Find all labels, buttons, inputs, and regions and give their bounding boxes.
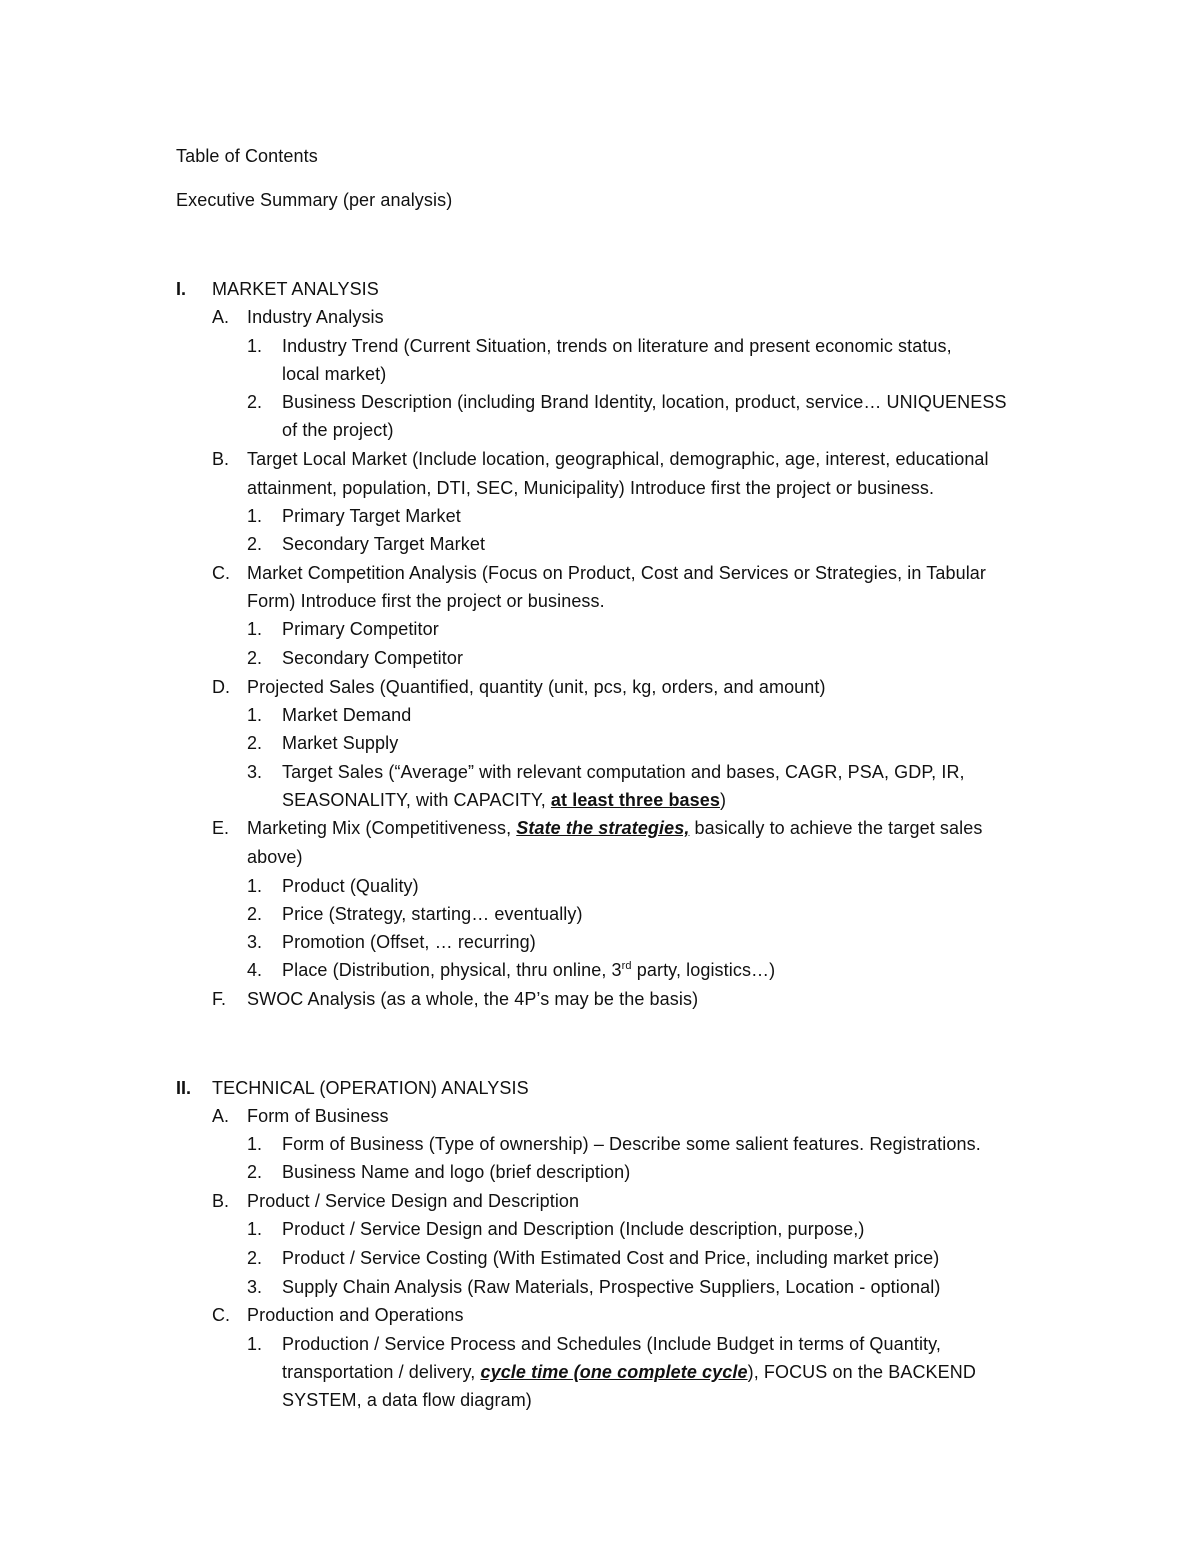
list-item-marker: 1. [247,619,263,639]
list-item-text-continued [282,788,726,812]
section-1c-text: Market Competition Analysis (Focus on Product, Cost and Services or Strategies, in Tabular [247,563,987,583]
list-item-marker: 1. [247,1134,263,1154]
text-run: Place (Distribution, physical, thru online, 3 [282,960,622,980]
section-1-number: I. [176,279,187,299]
text-run: ), FOCUS on the BACKEND [747,1362,976,1382]
list-item-text-continued: local market) [282,364,387,384]
list-item-text: Form of Business (Type of ownership) – Describe some salient features. Registrations. [282,1134,981,1154]
section-1a-marker: A. [212,307,230,327]
list-item-text: Target Sales (“Average” with relevant computation and bases, CAGR, PSA, GDP, IR, [282,762,965,782]
section-1f-text: SWOC Analysis (as a whole, the 4P’s may be the basis) [247,989,699,1009]
section-1a-text: Industry Analysis [247,307,384,327]
list-item-marker: 3. [247,762,263,782]
section-2a-text: Form of Business [247,1106,389,1126]
list-item-text: Industry Trend (Current Situation, trends on literature and present economic status, [282,336,952,356]
list-item-marker: 2. [247,648,263,668]
list-item-marker: 2. [247,904,263,924]
emphasis-text: at least three bases [550,790,720,810]
text-run: ) [720,790,727,810]
text-run: party, logistics…) [631,960,776,980]
list-item-marker: 2. [247,1162,263,1182]
section-1b-text-continued: attainment, population, DTI, SEC, Municipality) Introduce first the project or business. [247,478,935,498]
list-item-text: Secondary Target Market [282,534,486,554]
list-item-text [282,958,775,985]
superscript: rd [621,960,632,972]
list-item-text: Primary Target Market [282,506,461,526]
section-2-title: TECHNICAL (OPERATION) ANALYSIS [212,1078,529,1098]
list-item-marker: 1. [247,705,263,725]
list-item-text: Business Description (including Brand Identity, location, product, service… UNIQUENESS [282,392,1007,412]
section-2a-marker: A. [212,1106,230,1126]
list-item-text: Market Supply [282,733,399,753]
section-1f-marker: F. [212,989,227,1009]
list-item-text: Production / Service Process and Schedules (Include Budget in terms of Quantity, [282,1334,942,1354]
section-2b-text: Product / Service Design and Description [247,1191,580,1211]
list-item-text: Secondary Competitor [282,648,464,668]
emphasis-text: cycle time (one complete cycle [480,1362,748,1382]
text-run: transportation / delivery, [282,1362,481,1382]
text-run: basically to achieve the target sales [689,818,983,838]
section-1c-text-continued: Form) Introduce first the project or business. [247,591,605,611]
list-item-text: Promotion (Offset, … recurring) [282,932,536,952]
list-item-text: Primary Competitor [282,619,439,639]
list-item-marker: 3. [247,932,263,952]
list-item-marker: 2. [247,392,263,412]
list-item-text: Product / Service Design and Description (Include description, purpose,) [282,1219,865,1239]
list-item-text: Price (Strategy, starting… eventually) [282,904,583,924]
section-1b-marker: B. [212,449,230,469]
table-of-contents-heading: Table of Contents [176,146,318,166]
text-run: Marketing Mix (Competitiveness, [247,818,517,838]
list-item-marker: 2. [247,733,263,753]
section-1c-marker: C. [212,563,230,583]
section-2b-marker: B. [212,1191,230,1211]
section-1d-text: Projected Sales (Quantified, quantity (unit, pcs, kg, orders, and amount) [247,677,826,697]
emphasis-text: State the strategies, [516,818,690,838]
list-item-marker: 4. [247,960,263,980]
list-item-text-continued [282,1360,976,1384]
section-2-number: II. [176,1078,192,1098]
section-1d-marker: D. [212,677,230,697]
list-item-text: Product / Service Costing (With Estimated Cost and Price, including market price) [282,1248,940,1268]
list-item-marker: 1. [247,876,263,896]
list-item-text: Product (Quality) [282,876,419,896]
list-item-marker: 3. [247,1277,263,1297]
list-item-text: Supply Chain Analysis (Raw Materials, Prospective Suppliers, Location - optional) [282,1277,941,1297]
list-item-marker: 2. [247,1248,263,1268]
section-1b-text: Target Local Market (Include location, geographical, demographic, age, interest, educational [247,449,989,469]
section-2c-marker: C. [212,1305,230,1325]
section-1e-marker: E. [212,818,230,838]
section-1e-text-continued: above) [247,847,303,867]
section-1e-text [247,816,982,840]
list-item-text: Market Demand [282,705,412,725]
text-run: SEASONALITY, with CAPACITY, [282,790,551,810]
list-item-text-continued: SYSTEM, a data flow diagram) [282,1390,532,1410]
section-1-title: MARKET ANALYSIS [212,279,379,299]
list-item-marker: 1. [247,1334,263,1354]
list-item-marker: 2. [247,534,263,554]
section-2c-text: Production and Operations [247,1305,464,1325]
list-item-text-continued: of the project) [282,420,394,440]
executive-summary-heading: Executive Summary (per analysis) [176,190,453,210]
list-item-marker: 1. [247,336,263,356]
list-item-marker: 1. [247,1219,263,1239]
list-item-text: Business Name and logo (brief description) [282,1162,631,1182]
list-item-marker: 1. [247,506,263,526]
